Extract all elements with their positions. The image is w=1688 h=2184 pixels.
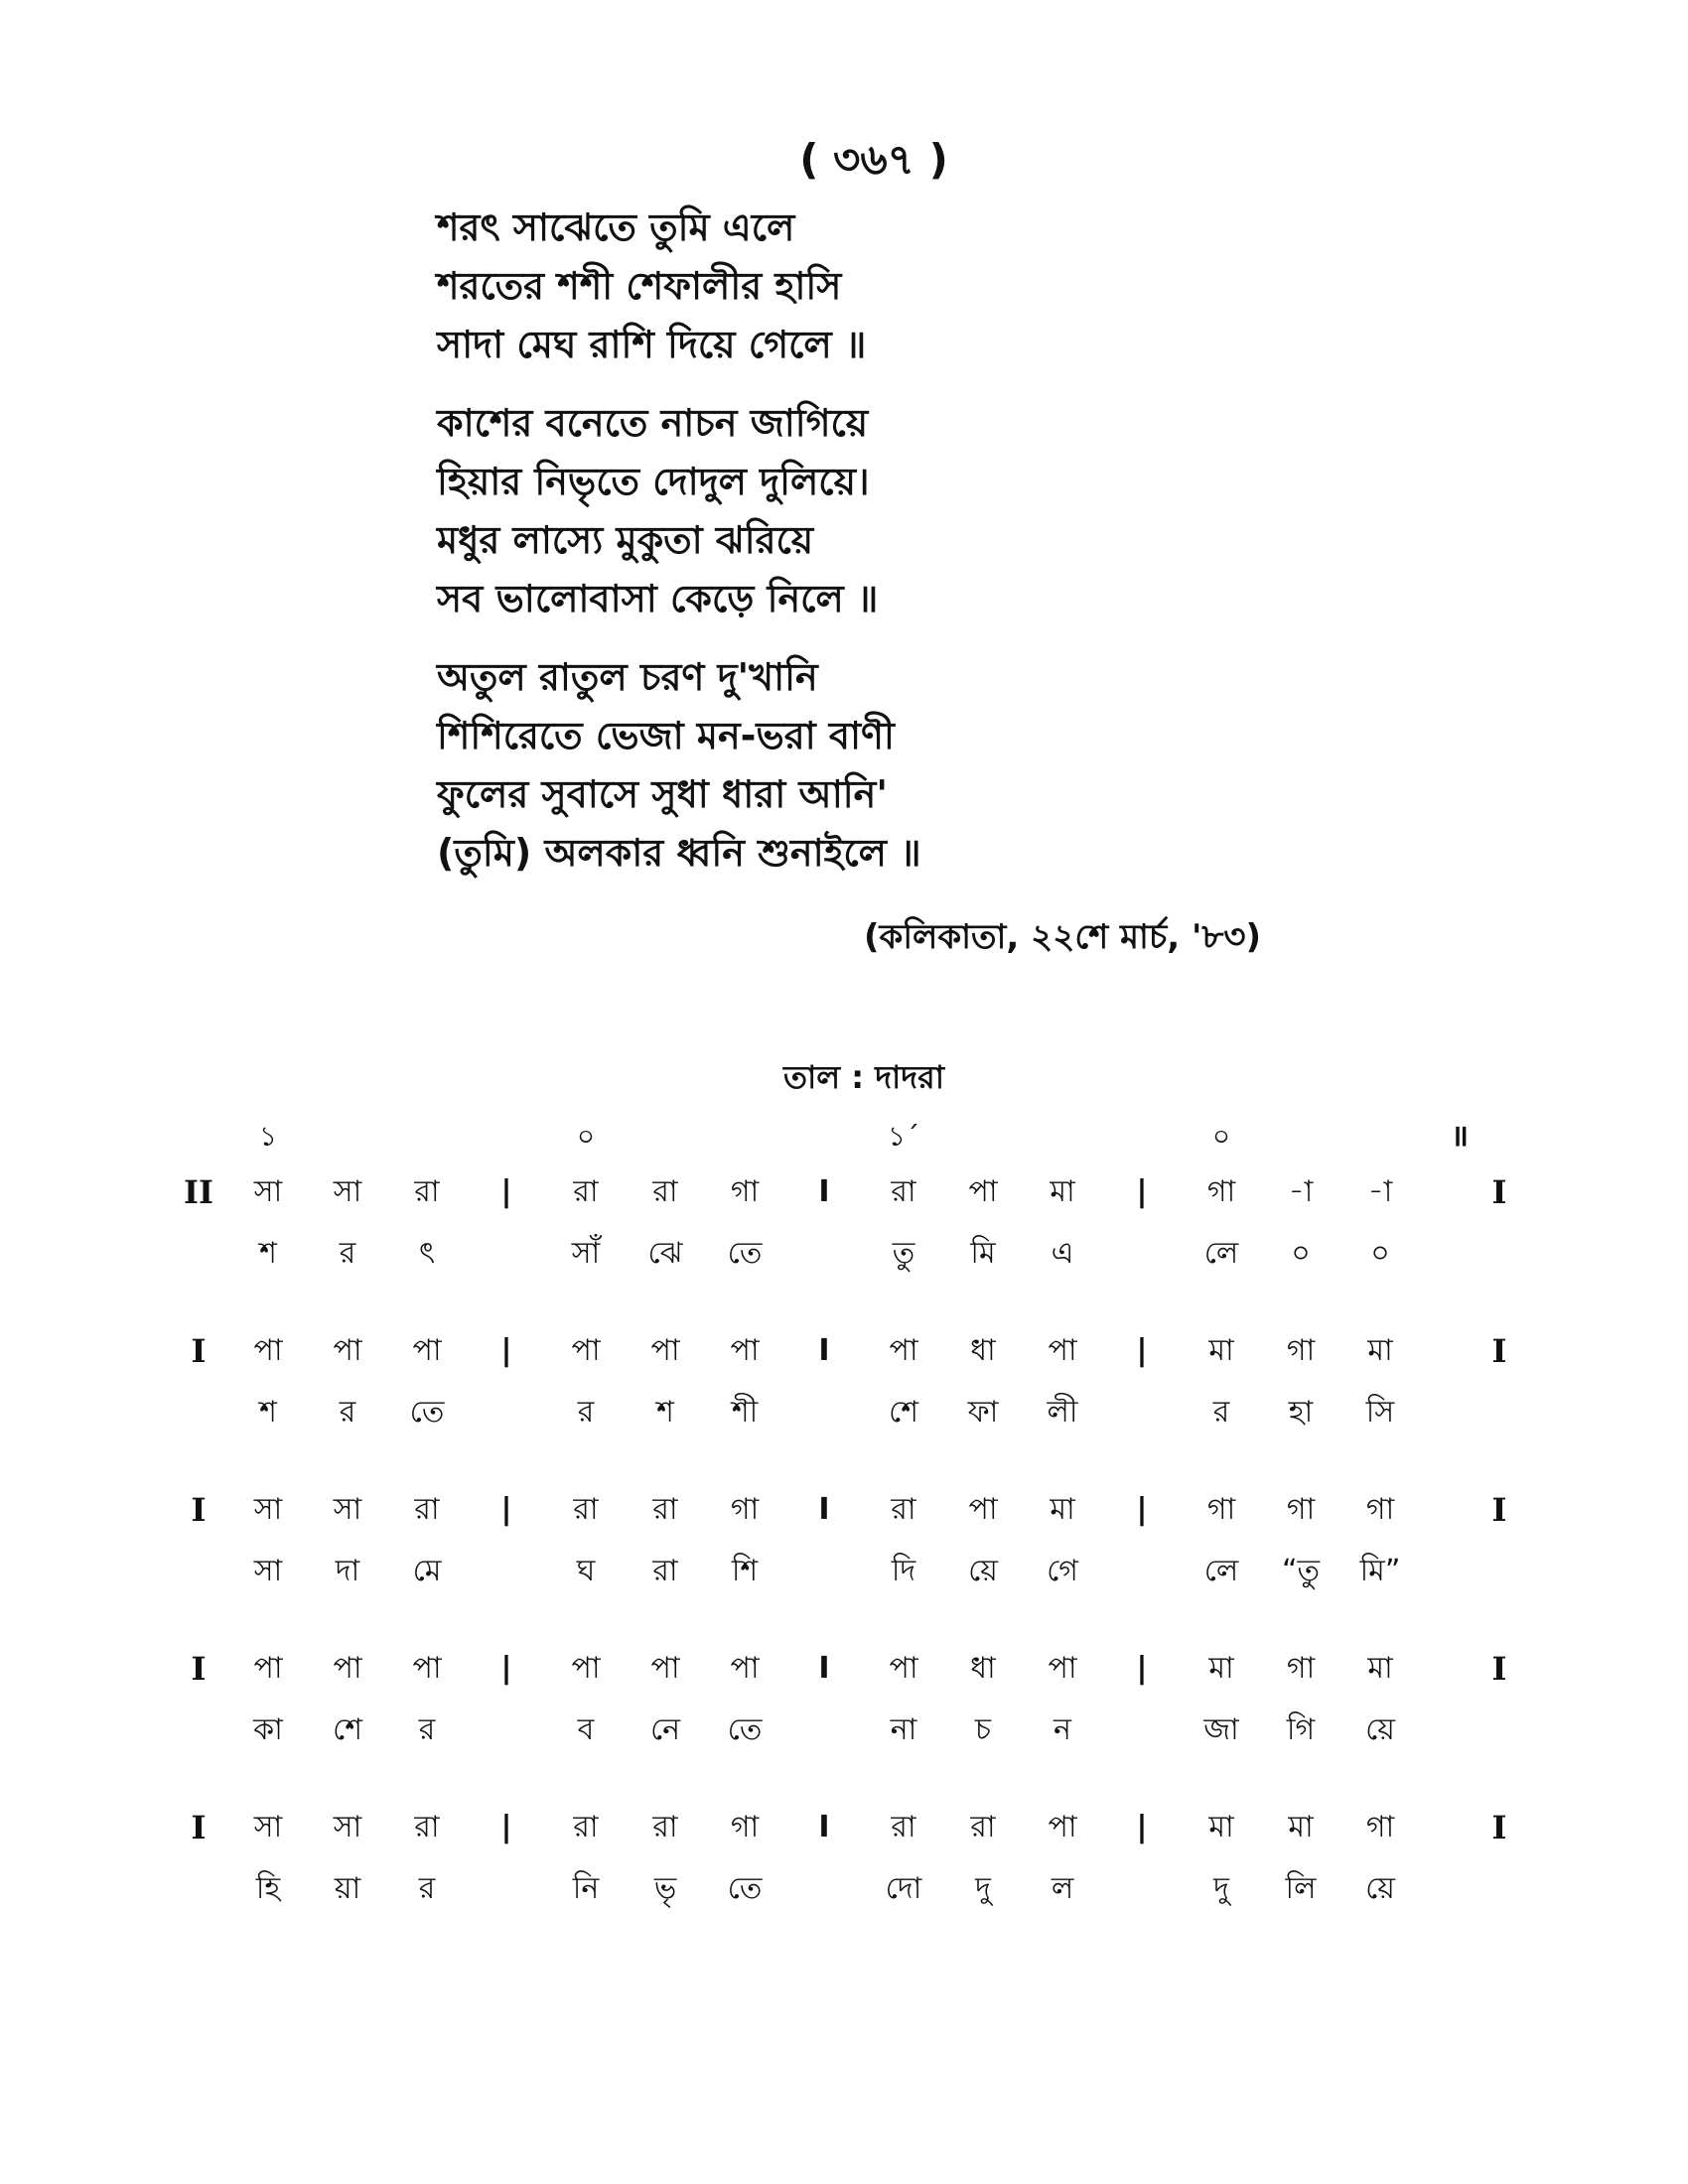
- swara-note: -া: [1367, 1174, 1393, 1209]
- lyric-syllable: র: [418, 1712, 436, 1747]
- lyric-syllable: শে: [889, 1395, 918, 1430]
- vibhag-separator: I: [818, 1333, 830, 1368]
- swara-note: পা: [1048, 1651, 1077, 1686]
- lyric-syllable: লে: [1203, 1554, 1239, 1588]
- vibhag-separator: I: [818, 1174, 830, 1209]
- swara-note: মা: [1367, 1651, 1393, 1686]
- vibhag-separator: |: [1136, 1333, 1148, 1368]
- poem-line: (তুমি) অলকার ধ্বনি শুনাইলে ॥: [437, 831, 921, 875]
- beat-marker: ১´: [887, 1120, 920, 1153]
- lyric-syllable: শ: [259, 1236, 277, 1271]
- lyric-syllable: ফা: [967, 1395, 999, 1430]
- lyric-syllable: ঘ: [576, 1554, 596, 1588]
- lyric-syllable: চ: [974, 1712, 992, 1747]
- swara-note: মা: [1288, 1810, 1314, 1844]
- swara-note: গা: [1365, 1492, 1395, 1527]
- lyric-syllable: “তু: [1281, 1554, 1321, 1588]
- swara-note: পা: [412, 1651, 442, 1686]
- vibhag-separator: |: [1136, 1492, 1148, 1527]
- swara-note: পা: [412, 1333, 442, 1368]
- lyric-row: [169, 1223, 1529, 1285]
- vibhag-separator: |: [1136, 1651, 1148, 1686]
- notation-block: [169, 1161, 1529, 1285]
- swara-note: মা: [1050, 1174, 1075, 1209]
- notation-table: [169, 1112, 1529, 1956]
- lyric-syllable: লে: [1203, 1236, 1239, 1271]
- lyric-syllable: র: [577, 1395, 595, 1430]
- swara-note: -া: [1288, 1174, 1314, 1209]
- lyric-syllable: তে: [727, 1712, 763, 1747]
- lyric-syllable: শ: [656, 1395, 674, 1430]
- lyric-syllable: গে: [1047, 1554, 1078, 1588]
- swara-note: পা: [571, 1651, 601, 1686]
- swara-row: [169, 1320, 1529, 1382]
- swara-note: পা: [333, 1651, 362, 1686]
- vibhag-separator: |: [500, 1492, 512, 1527]
- swara-note: পা: [650, 1651, 680, 1686]
- swara-note: পা: [968, 1492, 998, 1527]
- swara-row: [169, 1797, 1529, 1858]
- stanza: [437, 394, 1430, 628]
- lyric-syllable: দি: [891, 1554, 916, 1588]
- lyric-syllable: র: [1212, 1395, 1230, 1430]
- lyric-syllable: শে: [333, 1712, 362, 1747]
- swara-note: গা: [730, 1492, 760, 1527]
- notation-block: [169, 1638, 1529, 1761]
- lyric-syllable: শী: [731, 1395, 759, 1430]
- vibhag-separator: I: [818, 1492, 830, 1527]
- poem-line: ফুলের সুবাসে সুধা ধারা আনি': [437, 772, 888, 816]
- swara-note: মা: [1367, 1333, 1393, 1368]
- poem-line: সব ভালোবাসা কেড়ে নিলে ॥: [437, 577, 879, 620]
- lyric-syllable: দু: [1213, 1871, 1229, 1906]
- swara-note: মা: [1050, 1492, 1075, 1527]
- vibhag-separator: I: [818, 1651, 830, 1686]
- swara-note: রা: [573, 1492, 599, 1527]
- lyric-syllable: ০: [1370, 1236, 1390, 1271]
- swara-note: রা: [573, 1810, 599, 1844]
- swara-note: মা: [1208, 1810, 1234, 1844]
- swara-row: [169, 1638, 1529, 1700]
- swara-note: রা: [891, 1174, 916, 1209]
- beat-marker: ০: [576, 1120, 596, 1153]
- swara-note: পা: [253, 1333, 283, 1368]
- swara-note: গা: [1286, 1333, 1316, 1368]
- lyric-syllable: জা: [1203, 1712, 1239, 1747]
- lyric-syllable: ল: [1051, 1871, 1074, 1906]
- end-bar-mark: I: [1491, 1173, 1507, 1211]
- vibhag-separator: |: [500, 1651, 512, 1686]
- poem: [437, 199, 1430, 902]
- lyric-syllable: য়ে: [1365, 1712, 1395, 1747]
- swara-note: ধা: [970, 1651, 996, 1686]
- swara-note: পা: [253, 1651, 283, 1686]
- start-bar-mark: I: [191, 1491, 207, 1529]
- lyric-syllable: সি: [1365, 1395, 1395, 1430]
- vibhag-separator: I: [818, 1810, 830, 1844]
- end-bar-mark: I: [1491, 1809, 1507, 1846]
- lyric-syllable: মি: [970, 1236, 996, 1271]
- composition-place-date: (কলিকাতা, ২২শে মার্চ, '৮৩): [864, 917, 1262, 957]
- lyric-syllable: য়ে: [1365, 1871, 1395, 1906]
- lyric-syllable: হা: [1288, 1395, 1314, 1430]
- lyric-syllable: মে: [412, 1554, 442, 1588]
- swara-note: রা: [652, 1810, 678, 1844]
- tala-heading: তাল : দাদরা: [783, 1058, 944, 1096]
- page-number: ( ৩৬৭ ): [799, 135, 948, 184]
- swara-note: গা: [1206, 1174, 1236, 1209]
- lyric-syllable: গি: [1286, 1712, 1316, 1747]
- lyric-syllable: শ: [259, 1395, 277, 1430]
- lyric-syllable: তে: [727, 1871, 763, 1906]
- beat-marker: ১: [258, 1120, 278, 1153]
- swara-note: রা: [414, 1492, 440, 1527]
- swara-note: ধা: [970, 1333, 996, 1368]
- vibhag-separator: |: [500, 1810, 512, 1844]
- swara-note: পা: [333, 1333, 362, 1368]
- lyric-syllable: সা: [253, 1554, 283, 1588]
- lyric-syllable: তে: [727, 1236, 763, 1271]
- swara-note: সা: [333, 1174, 362, 1209]
- lyric-syllable: র: [339, 1395, 356, 1430]
- vibhag-separator: |: [1136, 1174, 1148, 1209]
- vibhag-separator: |: [500, 1333, 512, 1368]
- lyric-syllable: ঝে: [647, 1236, 683, 1271]
- swara-note: গা: [1365, 1810, 1395, 1844]
- lyric-syllable: শি: [731, 1554, 759, 1588]
- lyric-syllable: তু: [892, 1236, 915, 1271]
- lyric-syllable: ব: [577, 1712, 595, 1747]
- poem-line: মধুর লাস্যে মুকুতা ঝরিয়ে: [437, 518, 814, 562]
- notation-block: [169, 1797, 1529, 1920]
- start-bar-mark: I: [191, 1809, 207, 1846]
- swara-note: পা: [889, 1651, 918, 1686]
- lyric-syllable: মি”: [1359, 1554, 1401, 1588]
- swara-note: রা: [652, 1174, 678, 1209]
- swara-note: মা: [1208, 1651, 1234, 1686]
- start-bar-mark: II: [184, 1173, 213, 1211]
- swara-note: পা: [571, 1333, 601, 1368]
- vibhag-separator: |: [1136, 1810, 1148, 1844]
- end-bar-mark: I: [1491, 1332, 1507, 1370]
- notation-block: [169, 1479, 1529, 1602]
- swara-note: রা: [891, 1492, 916, 1527]
- swara-note: রা: [891, 1810, 916, 1844]
- beat-marker: ॥: [1451, 1119, 1469, 1154]
- swara-note: গা: [1206, 1492, 1236, 1527]
- lyric-syllable: নি: [572, 1871, 600, 1906]
- poem-line: অতুল রাতুল চরণ দু'খানি: [437, 655, 818, 699]
- end-bar-mark: I: [1491, 1491, 1507, 1529]
- lyric-syllable: ৎ: [418, 1236, 436, 1271]
- lyric-syllable: র: [418, 1871, 436, 1906]
- beat-marker: ০: [1211, 1120, 1231, 1153]
- swara-note: মা: [1208, 1333, 1234, 1368]
- swara-note: সা: [333, 1492, 362, 1527]
- swara-note: রা: [970, 1810, 996, 1844]
- swara-note: পা: [889, 1333, 918, 1368]
- lyric-row: [169, 1858, 1529, 1920]
- swara-note: গা: [730, 1810, 760, 1844]
- lyric-syllable: লি: [1285, 1871, 1317, 1906]
- swara-note: রা: [414, 1810, 440, 1844]
- lyric-syllable: না: [890, 1712, 917, 1747]
- beat-marker-row: [169, 1112, 1529, 1161]
- lyric-syllable: সাঁ: [571, 1236, 601, 1271]
- swara-note: গা: [730, 1174, 760, 1209]
- poem-line: হিয়ার নিভৃতে দোদুল দুলিয়ে।: [437, 460, 870, 503]
- lyric-syllable: রা: [652, 1554, 678, 1588]
- lyric-syllable: দা: [335, 1554, 360, 1588]
- lyric-syllable: ভৃ: [653, 1871, 677, 1906]
- poem-line: শিশিরেতে ভেজা মন-ভরা বাণী: [437, 714, 895, 757]
- swara-note: পা: [968, 1174, 998, 1209]
- lyric-syllable: দু: [975, 1871, 991, 1906]
- start-bar-mark: I: [191, 1332, 207, 1370]
- swara-note: গা: [1286, 1492, 1316, 1527]
- stanza: [437, 199, 1430, 374]
- lyric-syllable: দো: [885, 1871, 922, 1906]
- lyric-syllable: ০: [1291, 1236, 1311, 1271]
- end-bar-mark: I: [1491, 1650, 1507, 1688]
- lyric-syllable: কা: [253, 1712, 283, 1747]
- lyric-syllable: লী: [1047, 1395, 1078, 1430]
- lyric-row: [169, 1700, 1529, 1761]
- lyric-row: [169, 1541, 1529, 1602]
- lyric-syllable: য়ে: [968, 1554, 998, 1588]
- swara-note: সা: [253, 1492, 283, 1527]
- swara-note: পা: [1048, 1333, 1077, 1368]
- swara-note: রা: [414, 1174, 440, 1209]
- swara-note: পা: [1048, 1810, 1077, 1844]
- swara-note: পা: [730, 1333, 760, 1368]
- poem-line: শরতের শশী শেফালীর হাসি: [437, 264, 842, 308]
- swara-row: [169, 1161, 1529, 1223]
- poem-line: শরৎ সাঝেতে তুমি এলে: [437, 205, 795, 249]
- notation-block: [169, 1320, 1529, 1443]
- lyric-syllable: তে: [409, 1395, 445, 1430]
- poem-line: কাশের বনেতে নাচন জাগিয়ে: [437, 401, 869, 445]
- swara-note: রা: [652, 1492, 678, 1527]
- vibhag-separator: |: [500, 1174, 512, 1209]
- lyric-syllable: হি: [255, 1871, 281, 1906]
- lyric-row: [169, 1382, 1529, 1443]
- stanza: [437, 648, 1430, 883]
- swara-note: পা: [650, 1333, 680, 1368]
- swara-note: রা: [573, 1174, 599, 1209]
- swara-note: সা: [333, 1810, 362, 1844]
- swara-note: সা: [253, 1810, 283, 1844]
- swara-note: পা: [730, 1651, 760, 1686]
- lyric-syllable: র: [339, 1236, 356, 1271]
- start-bar-mark: I: [191, 1650, 207, 1688]
- swara-row: [169, 1479, 1529, 1541]
- lyric-syllable: নে: [649, 1712, 681, 1747]
- lyric-syllable: য়া: [334, 1871, 361, 1906]
- lyric-syllable: ন: [1054, 1712, 1071, 1747]
- swara-note: গা: [1286, 1651, 1316, 1686]
- swara-note: সা: [253, 1174, 283, 1209]
- lyric-syllable: এ: [1051, 1236, 1074, 1271]
- poem-line: সাদা মেঘ রাশি দিয়ে গেলে ॥: [437, 323, 867, 366]
